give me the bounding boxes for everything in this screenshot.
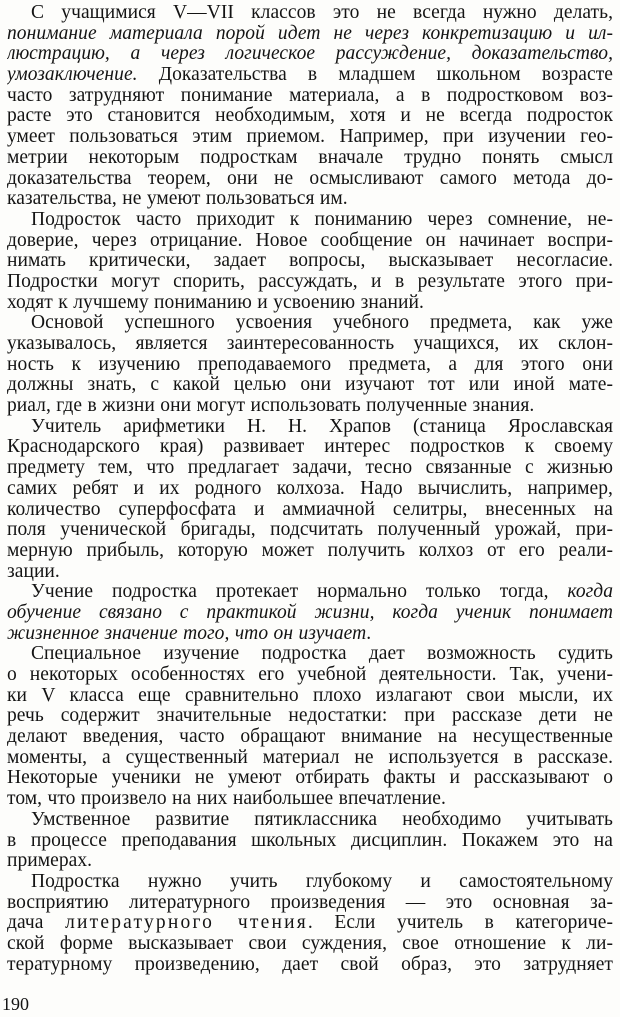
text-run: когда xyxy=(567,582,613,603)
text-run: Учение подростка протекает нормально только тогда, xyxy=(31,582,568,603)
text-run: указывалось, является заинтересованность учащихся, их склон- xyxy=(7,334,613,354)
text-run: жизненное значение того, что он изучает xyxy=(7,623,367,644)
text-line xyxy=(7,24,613,45)
text-run: Основой успешного усвоения учебного предмета, как уже xyxy=(31,313,613,334)
text-line xyxy=(7,86,613,107)
text-line xyxy=(7,541,613,562)
text-run: том, что произвело на них наибольшее впечатление. xyxy=(7,789,446,810)
text-run: количество суперфосфата и аммиачной селитры, внесенных на xyxy=(7,499,613,520)
text-run: самих ребят и их родного колхоза. Надо вычислить, например, xyxy=(7,478,613,499)
text-line xyxy=(7,396,613,417)
text-line xyxy=(7,686,613,707)
text-run: восприятию литературного произведения — это основная за- xyxy=(7,892,613,913)
text-line xyxy=(7,872,613,893)
text-run: ской форме высказывает свои суждения, свое отношение к ли- xyxy=(7,933,613,954)
text-run: Подростка нужно учить глубокому и самостоятельному xyxy=(31,871,613,892)
text-line xyxy=(7,355,613,376)
text-run: С учащимися V—VII классов это не всегда нужно делать, xyxy=(31,3,613,23)
text-run: . Если учитель в категориче- xyxy=(307,913,613,934)
text-run: умозаключение. xyxy=(7,65,138,86)
text-line xyxy=(7,500,613,521)
text-run: литературного чтения xyxy=(65,913,308,934)
text-run: тературному произведению, дает свой образ, это затрудняет xyxy=(7,954,613,975)
text-line xyxy=(7,231,613,252)
text-line xyxy=(7,334,613,355)
text-line xyxy=(7,603,613,624)
text-line xyxy=(7,65,613,86)
text-line xyxy=(7,913,613,934)
text-run: Подростки могут спорить, рассуждать, и в результате этого при- xyxy=(7,271,613,292)
text-line xyxy=(7,189,613,210)
text-line xyxy=(7,106,613,127)
text-line xyxy=(7,831,613,852)
text-run: речь содержит значительные недостатки: при рассказе дети не xyxy=(7,706,613,727)
text-line xyxy=(7,748,613,769)
text-run: должны знать, с какой целью они изучают тот или иной мате- xyxy=(7,375,613,396)
text-line xyxy=(7,148,613,169)
text-line xyxy=(7,893,613,914)
text-run: ность к изучению преподаваемого предмета, а для этого они xyxy=(7,354,613,375)
text-line xyxy=(7,417,613,438)
text-line xyxy=(7,934,613,955)
text-line xyxy=(7,768,613,789)
page-number: 190 xyxy=(2,994,29,1014)
text-line xyxy=(7,520,613,541)
text-line xyxy=(7,313,613,334)
text-line xyxy=(7,169,613,190)
text-run: поля ученической бригады, подсчитать полученный урожай, при- xyxy=(7,520,613,541)
text-line xyxy=(7,479,613,500)
text-line xyxy=(7,955,613,976)
text-run: в процессе преподавания школьных дисциплин. Покажем это на xyxy=(7,830,613,851)
text-run: Умственное развитие пятиклассника необходимо учитывать xyxy=(31,809,613,830)
body-text xyxy=(7,3,613,975)
text-run: предмету тем, что предлагает задачи, тесно связанные с жизнью xyxy=(7,458,613,479)
text-line xyxy=(7,644,613,665)
text-line xyxy=(7,706,613,727)
text-line xyxy=(7,582,613,603)
text-run: Подросток часто приходит к пониманию через сомнение, не- xyxy=(31,209,613,230)
text-line xyxy=(7,437,613,458)
text-line xyxy=(7,210,613,231)
text-line xyxy=(7,293,613,314)
text-line xyxy=(7,665,613,686)
text-run: ходят к лучшему пониманию и усвоению знаний. xyxy=(7,292,424,313)
text-run: часто затрудняют понимание материала, а в подростковом воз- xyxy=(7,85,613,106)
text-line xyxy=(7,375,613,396)
text-run: Некоторые ученики не умеют отбирать факты и рассказывают о xyxy=(7,768,613,789)
text-line xyxy=(7,789,613,810)
text-line xyxy=(7,562,613,583)
text-line xyxy=(7,624,613,645)
text-run: метрии некоторым подросткам вначале трудно понять смысл xyxy=(7,147,613,168)
text-run: нимать критически, задает вопросы, высказывает несогласие. xyxy=(7,251,613,272)
text-line xyxy=(7,727,613,748)
text-run: доверие, через отрицание. Новое сообщение он начинает воспри- xyxy=(7,230,613,251)
text-run: моменты, а существенный материал не используется в рассказе. xyxy=(7,747,613,768)
text-run: примерах. xyxy=(7,851,93,872)
text-line xyxy=(7,458,613,479)
text-run: . xyxy=(366,623,372,644)
text-run: ки V класса еще сравнительно плохо излагают свои мысли, их xyxy=(7,685,613,706)
text-run: дача xyxy=(7,913,66,934)
text-run: о некоторых особенностях его учебной деятельности. Так, учени- xyxy=(7,665,613,685)
text-run: обучение связано с практикой жизни, когда ученик понимает xyxy=(7,602,613,623)
text-run: зации. xyxy=(7,561,60,582)
text-line xyxy=(7,251,613,272)
text-line xyxy=(7,44,613,65)
text-run: Доказательства в младшем школьном возрасте xyxy=(137,65,613,86)
text-line xyxy=(7,851,613,872)
text-run: люстрацию, а через логическое рассуждение, доказательство, xyxy=(7,44,613,65)
text-run: Специальное изучение подростка дает возможность судить xyxy=(31,644,613,665)
text-run: риал, где в жизни они могут использовать полученные знания. xyxy=(7,396,535,417)
text-run: Краснодарского края) развивает интерес подростков к своему xyxy=(7,437,613,458)
text-run: Учитель арифметики Н. Н. Храпов (станица Ярославская xyxy=(31,416,613,437)
text-run: делают введения, часто обращают внимание на несущественные xyxy=(7,727,613,748)
text-run: расте это становится необходимым, хотя и не всегда подросток xyxy=(7,106,613,127)
text-line xyxy=(7,272,613,293)
text-line xyxy=(7,127,613,148)
text-run: казательства, не умеют пользоваться им. xyxy=(7,189,348,210)
text-run: понимание материала порой идет не через конкретизацию и ил- xyxy=(7,23,613,44)
text-line xyxy=(7,810,613,831)
text-run: мерную прибыль, которую может получить колхоз от его реали- xyxy=(7,540,613,561)
text-run: умеет пользоваться этим приемом. Например, при изучении гео- xyxy=(7,127,613,148)
text-line xyxy=(7,3,613,24)
text-run: доказательства теорем, они не осмысливают самого метода до- xyxy=(7,168,613,189)
